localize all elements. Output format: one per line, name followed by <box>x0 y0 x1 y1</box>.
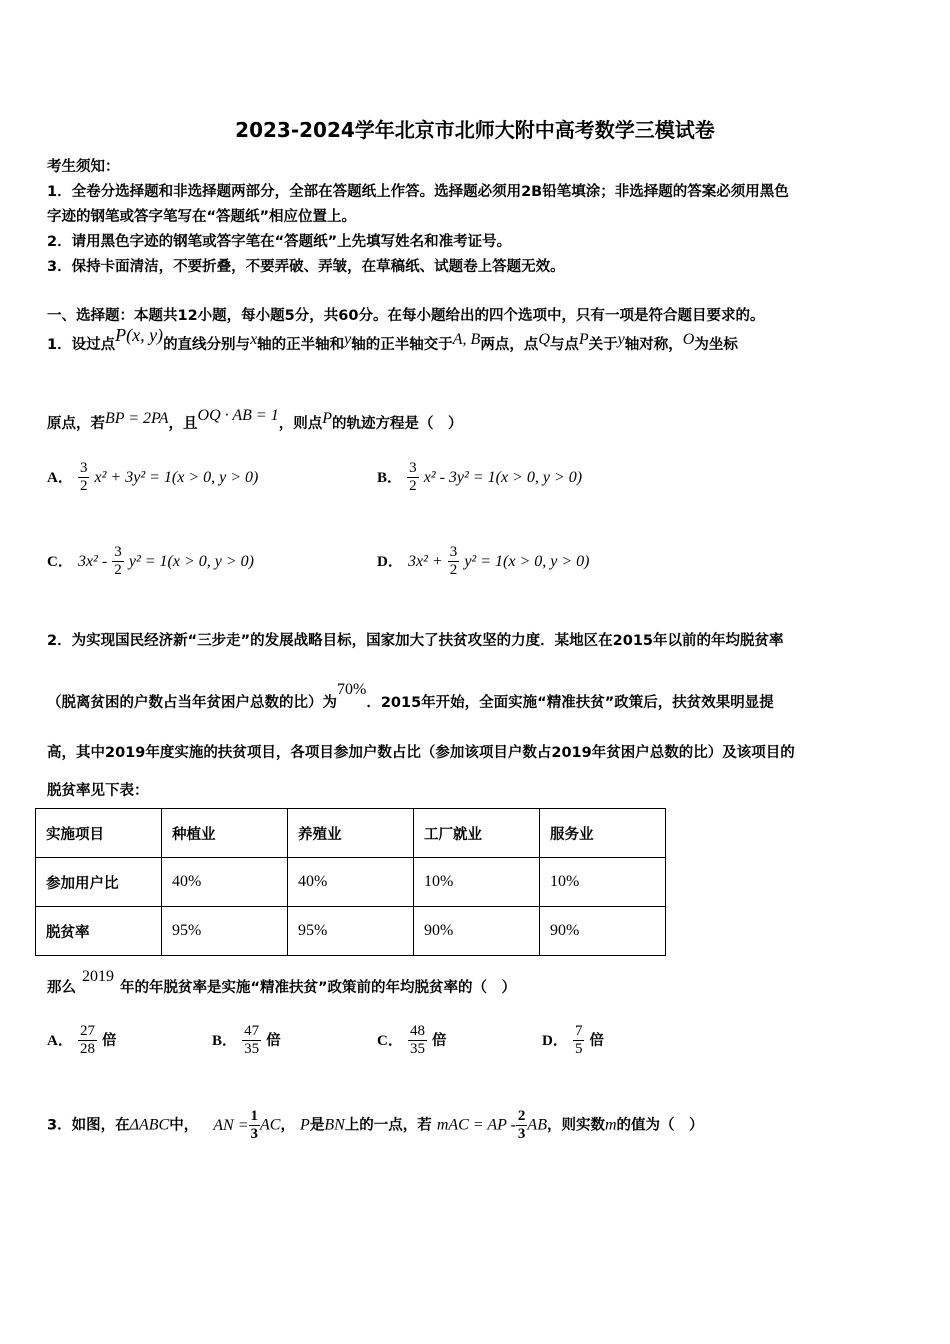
notice-item: 3．保持卡面清洁，不要折叠，不要弄破、弄皱，在草稿纸、试题卷上答题无效。 <box>47 259 565 275</box>
option-d[interactable]: D． 3x² + $\frac{3}{2}$ y² = 1(x > 0, y > 0) <box>377 544 590 578</box>
table-cell: 40% <box>288 858 414 907</box>
table-row <box>36 858 666 907</box>
notice-item: 字迹的钢笔或答字笔写在“答题纸”相应位置上。 <box>47 209 357 225</box>
table-row <box>36 907 666 956</box>
fraction: $\frac{7}{5}$ <box>574 1023 583 1057</box>
question-1-line-2: 原点，若BP = 2PA，且OQ · AB = 1，则点P的轨迹方程是（ ） <box>47 407 463 432</box>
fraction: $\frac{27}{28}$ <box>79 1023 95 1057</box>
table-cell: 脱贫率 <box>36 907 162 956</box>
table-cell: 95% <box>162 907 288 956</box>
table-cell: 10% <box>540 858 666 907</box>
page-title: 2023-2024学年北京市北师大附中高考数学三模试卷 <box>235 118 715 142</box>
table-cell: 40% <box>162 858 288 907</box>
question-2-line-2: （脱离贫困的户数占当年贫困户总数的比）为70%．2015年开始，全面实施“精准扶贫”政策后，扶贫效果明显提 <box>47 681 774 711</box>
question-2-line-4: 脱贫率见下表： <box>47 783 149 799</box>
fraction: $\frac{3}{2}$ <box>409 460 417 494</box>
table-cell: 90% <box>540 907 666 956</box>
table-cell: 工厂就业 <box>414 809 540 858</box>
q2-option-d[interactable]: D． $\frac{7}{5}$ 倍 <box>542 1023 605 1057</box>
table-cell: 10% <box>414 858 540 907</box>
notice-item: 2．请用黑色字迹的钢笔或答字笔在“答题纸”上先填写姓名和准考证号。 <box>47 234 512 250</box>
option-a[interactable]: A． $\frac{3}{2}$ x² + 3y² = 1(x > 0, y > 0) <box>47 460 259 494</box>
fraction: $\frac{3}{2}$ <box>114 544 122 578</box>
option-b[interactable]: B． $\frac{3}{2}$ x² - 3y² = 1(x > 0, y > 0) <box>377 460 583 494</box>
table-cell: 实施项目 <box>36 809 162 858</box>
table-cell: 90% <box>414 907 540 956</box>
fraction: $\frac{3}{2}$ <box>79 460 88 494</box>
table-cell: 服务业 <box>540 809 666 858</box>
option-c[interactable]: C． 3x² - $\frac{3}{2}$ y² = 1(x > 0, y > 0) <box>47 544 255 578</box>
table-cell: 养殖业 <box>288 809 414 858</box>
notice-item: 1．全卷分选择题和非选择题两部分，全部在答题纸上作答。选择题必须用2B铅笔填涂；非选择题的答案必须用黑色 <box>47 184 789 200</box>
fraction: $\frac{48}{35}$ <box>409 1023 425 1057</box>
fraction: $\frac{1}{3}$ <box>250 1108 259 1142</box>
question-1-line-1: 1．设过点P(x, y)的直线分别与x轴的正半轴和y轴的正半轴交于A, B两点，点Q与点P关于y轴对称，O为坐标 <box>47 325 738 353</box>
poverty-table <box>35 808 666 956</box>
table-cell: 参加用户比 <box>36 858 162 907</box>
notice-heading: 考生须知： <box>47 159 120 175</box>
table-row <box>36 809 666 858</box>
q2-option-a[interactable]: A． $\frac{27}{28}$ 倍 <box>47 1023 117 1057</box>
fraction: $\frac{47}{35}$ <box>244 1023 260 1057</box>
question-2-line-1: 2．为实现国民经济新“三步走”的发展战略目标，国家加大了扶贫攻坚的力度．某地区在2015年以前的年均脱贫率 <box>47 633 784 649</box>
q2-option-c[interactable]: C． $\frac{48}{35}$ 倍 <box>377 1023 447 1057</box>
question-3: 3．如图，在ΔABC中， AN = $\frac{1}{3}$ AC， P是BN上的一点，若 mAC = AP - $\frac{2}{3}$ AB，则实数m的值为（ ） <box>47 1108 704 1142</box>
question-2-line-3: 高，其中2019年度实施的扶贫项目，各项目参加户数占比（参加该项目户数占2019年贫困户总数的比）及该项目的 <box>47 745 795 761</box>
fraction: $\frac{2}{3}$ <box>517 1108 526 1142</box>
table-cell: 95% <box>288 907 414 956</box>
question-2-ask: 那么2019年的年脱贫率是实施“精准扶贫”政策前的年均脱贫率的（ ） <box>47 968 517 996</box>
fraction: $\frac{3}{2}$ <box>449 544 458 578</box>
table-cell: 种植业 <box>162 809 288 858</box>
q2-option-b[interactable]: B． $\frac{47}{35}$ 倍 <box>212 1023 281 1057</box>
section-heading: 一、选择题：本题共12小题，每小题5分，共60分。在每小题给出的四个选项中，只有一项是符合题目要求的。 <box>47 308 765 324</box>
